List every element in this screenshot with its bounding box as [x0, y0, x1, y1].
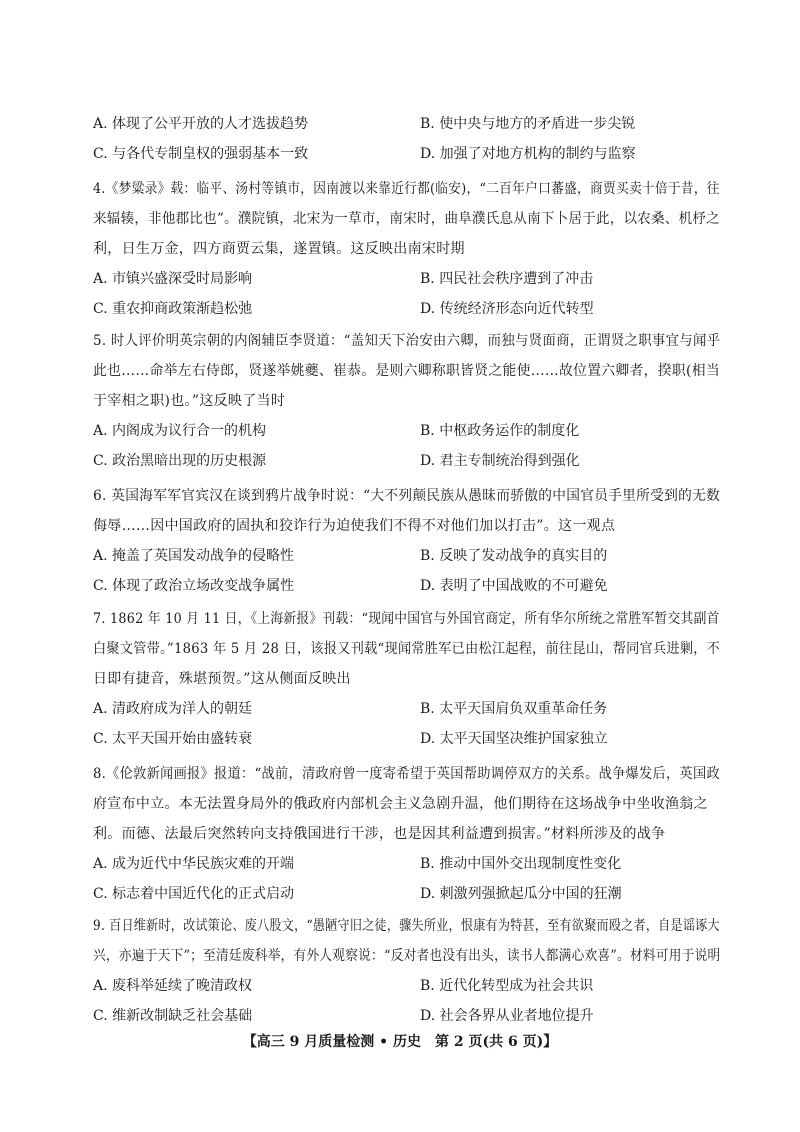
- q7-option-a: A. 清政府成为洋人的朝廷: [93, 701, 253, 717]
- q3-option-b: B. 使中央与地方的矛盾进一步尖锐: [420, 116, 636, 132]
- q3-option-a: A. 体现了公平开放的人才选拔趋势: [93, 116, 309, 132]
- page-footer: 【高三 9 月质量检测 • 历史 第 2 页(共 6 页)】: [242, 1034, 558, 1050]
- q4-option-c: C. 重农抑商政策渐趋松弛: [93, 301, 253, 317]
- q8-option-c: C. 标志着中国近代化的正式启动: [93, 886, 295, 902]
- q9-option-b: B. 近代化转型成为社会共识: [420, 978, 594, 994]
- q4-option-a: A. 市镇兴盛深受时局影响: [93, 271, 253, 287]
- q7-option-d: D. 太平天国坚决维护国家独立: [420, 731, 608, 747]
- q7-option-c: C. 太平天国开始由盛转衰: [93, 731, 253, 747]
- q7-stem-line-2: 白聚文管带。”1863 年 5 月 28 日，该报又刊载“现闻常胜军已由松江起程，前往昆山，帮同官兵进剿，不: [93, 641, 721, 657]
- q5-option-c: C. 政治黑暗出现的历史根源: [93, 453, 267, 469]
- q6-option-c: C. 体现了政治立场改变战争属性: [93, 578, 295, 594]
- q5-option-d: D. 君主专制统治得到强化: [420, 453, 580, 469]
- q4-option-d: D. 传统经济形态向近代转型: [420, 301, 594, 317]
- q9-option-a: A. 废科举延续了晚清政权: [93, 978, 253, 994]
- q6-stem-line-1: 6. 英国海军军官宾汉在谈到鸦片战争时说：“大不列颠民族从愚昧而骄傲的中国官员手里所受到的无数: [93, 488, 721, 504]
- q4-stem-line-1: 4.《梦粱录》载：临平、汤村等镇市，因南渡以来靠近行都(临安)，“二百年户口蕃盛，商贾买卖十倍于昔，往: [93, 181, 720, 197]
- q4-stem-line-3: 利，日生万金，四方商贾云集，遂置镇。这反映出南宋时期: [93, 241, 465, 257]
- q7-stem-line-1: 7. 1862 年 10 月 11 日，《上海新报》刊载：“现闻中国官与外国官商定，所有华尔所统之常胜军暂交其副首: [93, 611, 720, 627]
- q9-option-d: D. 社会各界从业者地位提升: [420, 1008, 594, 1024]
- q5-stem-line-2: 此也……命举左右侍郎，贤遂举姚夔、崔恭。是则六卿称职皆贤之能使……故位置六卿者，揆职(相当: [93, 363, 720, 379]
- q3-option-d: D. 加强了对地方机构的制约与监察: [420, 146, 636, 162]
- q4-stem-line-2: 来辐辏，非他郡比也”。濮院镇，北宋为一草市，南宋时，曲阜濮氏息从南下卜居于此，以农桑、机杼之: [93, 211, 720, 227]
- q6-option-d: D. 表明了中国战败的不可避免: [420, 578, 608, 594]
- q8-option-b: B. 推动中国外交出现制度性变化: [420, 856, 622, 872]
- q6-option-a: A. 掩盖了英国发动战争的侵略性: [93, 548, 295, 564]
- q8-stem-line-1: 8.《伦敦新闻画报》报道：“战前，清政府曾一度寄希望于英国帮助调停双方的关系。战争爆发后，英国政: [93, 766, 720, 782]
- q5-stem-line-3: 于宰相之职)也。”这反映了当时: [93, 393, 286, 409]
- q9-stem-line-1: 9. 百日维新时，改试策论、废八股文，“愚陋守旧之徒，骤失所业，恨康有为特甚，至有欲聚而殴之者，自是谣诼大: [93, 918, 720, 934]
- q6-stem-line-2: 侮辱……因中国政府的固执和狡诈行为迫使我们不得不对他们加以打击”。这一观点: [93, 518, 616, 534]
- q3-option-c: C. 与各代专制皇权的强弱基本一致: [93, 146, 309, 162]
- q9-stem-line-2: 兴，亦遍于天下”；至清廷废科举，有外人观察说：“反对者也没有出头，读书人都满心欢喜”。材料可用于说明: [93, 948, 721, 964]
- q6-option-b: B. 反映了发动战争的真实目的: [420, 548, 608, 564]
- q8-option-d: D. 刺激列强掀起瓜分中国的狂潮: [420, 886, 622, 902]
- q7-stem-line-3: 日即有捷音，殊堪预贺。”这从侧面反映出: [93, 671, 351, 687]
- q5-option-b: B. 中枢政务运作的制度化: [420, 423, 580, 439]
- q8-stem-line-3: 利。而德、法最后突然转向支持俄国进行干涉，也是因其利益遭到损害。”材料所涉及的战争: [93, 826, 666, 842]
- q5-stem-line-1: 5. 时人评价明英宗朝的内阁辅臣李贤道：“盖知天下治安由六卿，而独与贤面商，正谓贤之职事宜与闻乎: [93, 333, 721, 349]
- q8-option-a: A. 成为近代中华民族灾难的开端: [93, 856, 295, 872]
- q8-stem-line-2: 府宣布中立。本无法置身局外的俄政府内部机会主义急剧升温，他们期待在这场战争中坐收渔翁之: [93, 796, 708, 812]
- q4-option-b: B. 四民社会秩序遭到了冲击: [420, 271, 594, 287]
- q9-option-c: C. 维新改制缺乏社会基础: [93, 1008, 253, 1024]
- q7-option-b: B. 太平天国肩负双重革命任务: [420, 701, 608, 717]
- q5-option-a: A. 内阁成为议行合一的机构: [93, 423, 267, 439]
